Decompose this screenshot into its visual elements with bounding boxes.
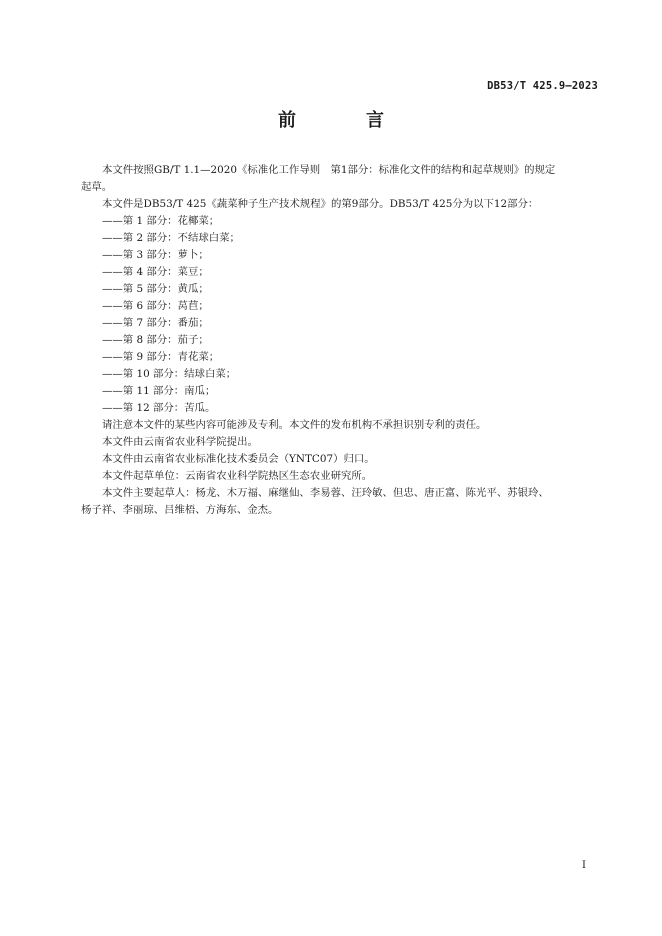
list-item: ——第 12 部分：苦瓜。	[102, 402, 216, 414]
list-item: ——第 3 部分：萝卜；	[102, 249, 209, 261]
paragraph-drafters-line2: 杨子祥、李丽琼、吕维梧、方海东、金杰。	[81, 504, 279, 516]
list-item: ——第 10 部分：结球白菜；	[102, 368, 237, 380]
paragraph-drafters-line1: 本文件主要起草人：杨龙、木万福、麻继仙、李易蓉、汪玲敏、但忠、唐正富、陈光平、苏银玲、	[102, 487, 549, 499]
paragraph-drafting-unit: 本文件起草单位：云南省农业科学院热区生态农业研究所。	[102, 470, 373, 482]
list-item: ——第 8 部分：茄子；	[102, 334, 209, 346]
list-item: ——第 6 部分：莴苣；	[102, 300, 209, 312]
list-item: ——第 1 部分：花椰菜；	[102, 215, 220, 227]
list-item: ——第 9 部分：青花菜；	[102, 351, 220, 363]
paragraph-proposer: 本文件由云南省农业科学院提出。	[102, 436, 258, 448]
paragraph-basis-line1: 本文件按照GB/T 1.1—2020《标准化工作导则 第1部分：标准化文件的结构和起草规则》的规定	[102, 164, 556, 176]
paragraph-series: 本文件是DB53/T 425《蔬菜种子生产技术规程》的第9部分。DB53/T 425分为以下12部分：	[102, 198, 539, 210]
list-item: ——第 5 部分：黄瓜；	[102, 283, 209, 295]
list-item: ——第 2 部分：不结球白菜；	[102, 232, 240, 244]
page-title: 前 言	[278, 110, 410, 131]
list-item: ——第 7 部分：番茄；	[102, 317, 209, 329]
paragraph-committee: 本文件由云南省农业标准化技术委员会（YNTC07）归口。	[102, 453, 375, 465]
parts-list	[81, 213, 598, 417]
paragraph-basis-line2: 起草。	[81, 181, 113, 193]
paragraph-patent: 请注意本文件的某些内容可能涉及专利。本文件的发布机构不承担识别专利的责任。	[102, 419, 487, 431]
document-body	[81, 162, 598, 519]
list-item: ——第 4 部分：菜豆；	[102, 266, 209, 278]
list-item: ——第 11 部分：南瓜；	[102, 385, 216, 397]
document-code: DB53/T 425.9—2023	[487, 80, 598, 92]
page-number: I	[582, 860, 586, 871]
